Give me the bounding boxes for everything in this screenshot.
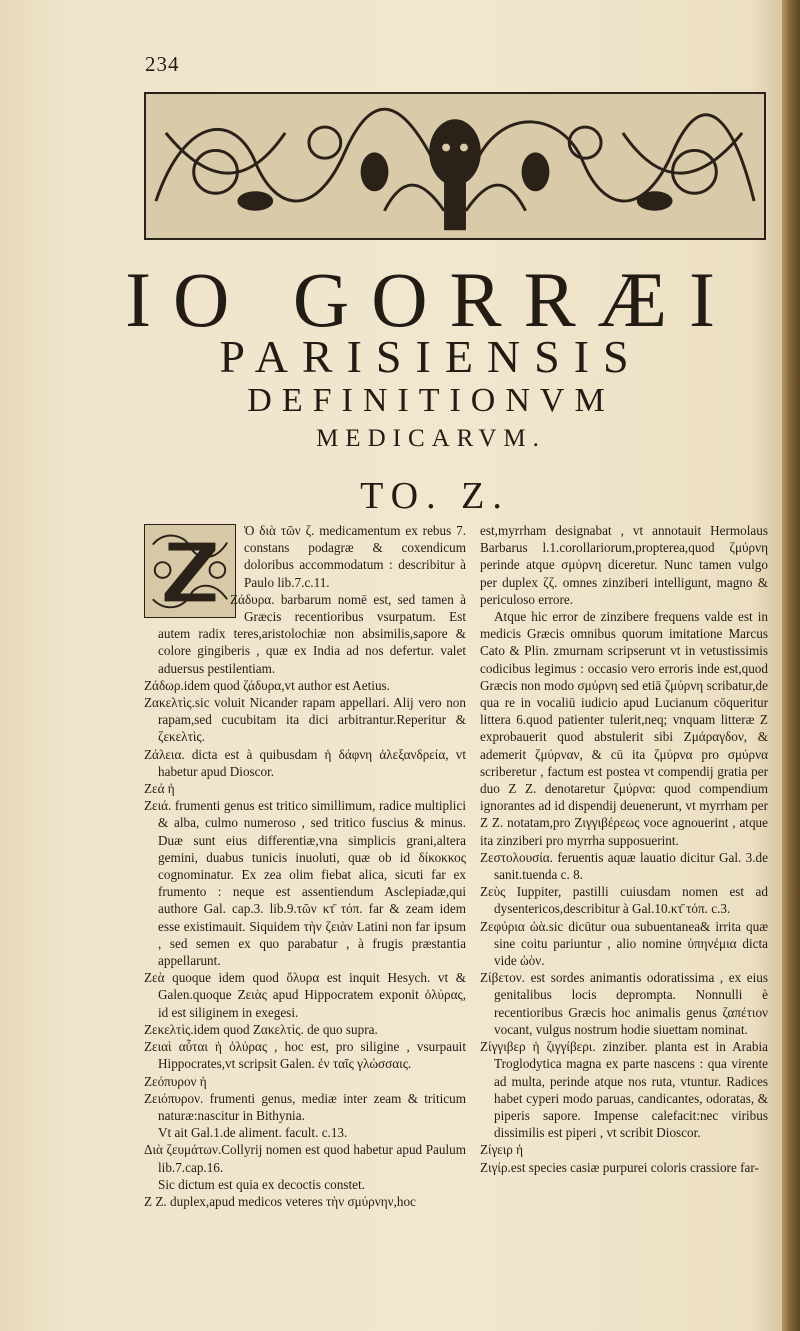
entry-text: Ζακελτὶς.sic voluit Nicander rapam appellari. Alij vero non rapam,sed cucubitam ita dici arbitrantur.Reperitur & ζεκελτὶς.: [144, 695, 466, 745]
entry-text: Ζίγειρ ἡ: [480, 1142, 524, 1158]
entry-text: Ζίγγιβερ ἡ ζιγγίβερι. zinziber. planta est in Arabia Troglodytica magna ex parte nascens : qua virente ad multa, perinde atque nos ruta, vtuntur. Radices habet cyperi modo paruas, candicantes, odoratas, & piperis sapore. Impense calefacit:nec viribus dissimilis est piperi , vt scribit Dioscor.: [480, 1039, 768, 1141]
title-work: DEFINITIONVM: [247, 382, 615, 419]
entry-text: Ζεὰ quoque idem quod ὄλυρα est inquit Hesych. vt & Galen.quoque Ζειὰς apud Hippocratem exponit ὀλύρας, id est siliginem in exegesi.: [144, 970, 466, 1020]
entry-text: Ζειά. frumenti genus est tritico simillimum, radice multiplici & alba, culmo numeroso , sed tritico fuscius & minus. Duæ sunt eius differentiæ,vna simplicis grani,altera gemini, duabus tunicis inuoluti, quæ ob id δίκοκκος cognominatur. Ex zea olim fiebat alica, sicuti far ex frumento : neque est assentiendum Asclepiadæ,qui authore Gal. cap.3. lib.9.τῶν κτ̄ τόπ. far & zeam idem esse existimauit. Siquidem τὴν ζειὰν Latini non far ipsum , sed semen ex quo parabatur , à frugis præstantia appellarunt.: [144, 798, 466, 969]
entry-text: Ζάδωρ.idem quod ζάδυρα,vt author est Aetius.: [144, 677, 390, 693]
initial-z-woodcut: [145, 525, 235, 617]
entry-text: Ζίβετον. est sordes animantis odoratissima , ex eius genitalibus locis deprompta. Nonnulli è recentioribus Græcis hoc animalis genus ζαπέτιον vocant, vulgus nostrum hodie siuettam nominat.: [480, 970, 768, 1037]
left-text-column: [144, 522, 466, 1210]
decorated-initial-z: [144, 524, 236, 618]
entry-text: Vt ait Gal.1.de aliment. facult. c.13.: [158, 1125, 348, 1141]
entry-text: Z Z. duplex,apud medicos veteres τὴν σμύρνην,hoc: [144, 1193, 416, 1209]
page-number: 234: [145, 52, 180, 76]
entry-text: Ζειαὶ αὗται ἡ ὀλύρας , hoc est, pro siligine , vsurpauit Hippocrates,vt scripsit Galen. ἐν ταῖς γλώσσαις.: [144, 1039, 466, 1072]
entry-text: Διὰ ζευμάτων.Collyrij nomen est quod habetur apud Paulum lib.7.cap.16.: [144, 1142, 466, 1175]
entry-text: Ὁ διὰ τῶν ζ. medicamentum ex rebus 7. constans podagræ & coxendicum doloribus accommodatum : describitur à Paulo lib.7.c.11.: [244, 523, 466, 590]
ornament-scrollwork: [146, 94, 764, 238]
right-text-column: [480, 522, 768, 1176]
entry-text: Ζεόπυρον ἡ: [144, 1073, 207, 1089]
entry-text: Ζειόπυρον. frumenti genus, mediæ inter zeam & triticum naturæ:nascitur in Bithynia.: [144, 1090, 466, 1123]
entry-text: Ζεά ἡ: [144, 781, 175, 797]
entry-text: Ζάδυρα. barbarum nomē est, sed tamen à Græcis recentioribus vsurpatum. Est autem radix teres,aristolochiæ non absimilis,sapore & colore gingiberis , quæ ex India ad nos defertur. valet aduersus pestilentiam.: [158, 591, 466, 676]
entry-text: Ζάλεια. dicta est à quibusdam ἡ δάφνη ἀλεξανδρεία, vt habetur apud Dioscor.: [144, 746, 466, 779]
title-origin: PARISIENSIS: [219, 331, 643, 382]
book-spine-edge: [782, 0, 800, 1331]
entry-text: Sic dictum est quia ex decoctis constet.: [158, 1176, 365, 1192]
woodcut-headpiece: [144, 92, 766, 240]
section-heading: TO. Z.: [360, 475, 510, 517]
entry-text: Ζεκελτὶς.idem quod Ζακελτὶς. de quo supra.: [144, 1021, 378, 1037]
entry-text: Ζεφύρια ὠὰ.sic dicūtur oua subuentanea& irrita quæ sine coitu pariuntur , alio nomine ὑπηνέμια dicta vide ὠὸν.: [480, 918, 768, 969]
title-author: IO GORRÆI: [125, 256, 737, 343]
entry-text: Ζεὺς Iuppiter, pastilli cuiusdam nomen est ad dysentericos,describitur à Gal.10.κτ̄ τόπ. c.3.: [480, 884, 768, 917]
entry-text: Ζεστολουσία. feruentis aquæ lauatio dicitur Gal. 3.de sanit.tuenda c. 8.: [480, 849, 768, 883]
entry-text: Atque hic error de zinzibere frequens valde est in medicis Græcis omnibus quorum imitatione Marcus Cato & Plin. zmurnam scripserunt vt in vetustissimis codicibus legimus : occasio vero erroris inde est,quod Græcis non modo σμύρνη sed etiā ζμύρνη scribatur,de qua re in vocaliū iudicio apud Lucianum cōqueritur littera 6.quod patienter tulerit,neq; vnquam litteræ Z exprobauerit quod abstulerit sibi Ζμάραγδον, & ademerit ζμύρναν, & cū ita ζμύρνα pro σμύρνα scriberetur , factum est postea vt compendij gratia per duo Z Z. denotaretur ζμύρνα: quod compendium ignorantes ad id dispendij deuenerunt, vt myrrham per Z Z. notatam,pro Ζιγγιβέρεως voce agnouerint , atque ita zinziberi pro myrrha supposuerint.: [480, 609, 768, 848]
title-subject: MEDICARVM.: [316, 425, 546, 452]
entry-text: est,myrrham designabat , vt annotauit Hermolaus Barbarus l.1.corollariorum,propterea,quod ζμύρνη perinde atque σμύρνη diceretur. Nunc tamen vulgo per duplex ζζ. omnes zinziberi intelligunt, magno & periculoso errore.: [480, 523, 768, 607]
entry-text: Ζιγίρ.est species casiæ purpurei coloris crassiore far-: [480, 1159, 759, 1175]
